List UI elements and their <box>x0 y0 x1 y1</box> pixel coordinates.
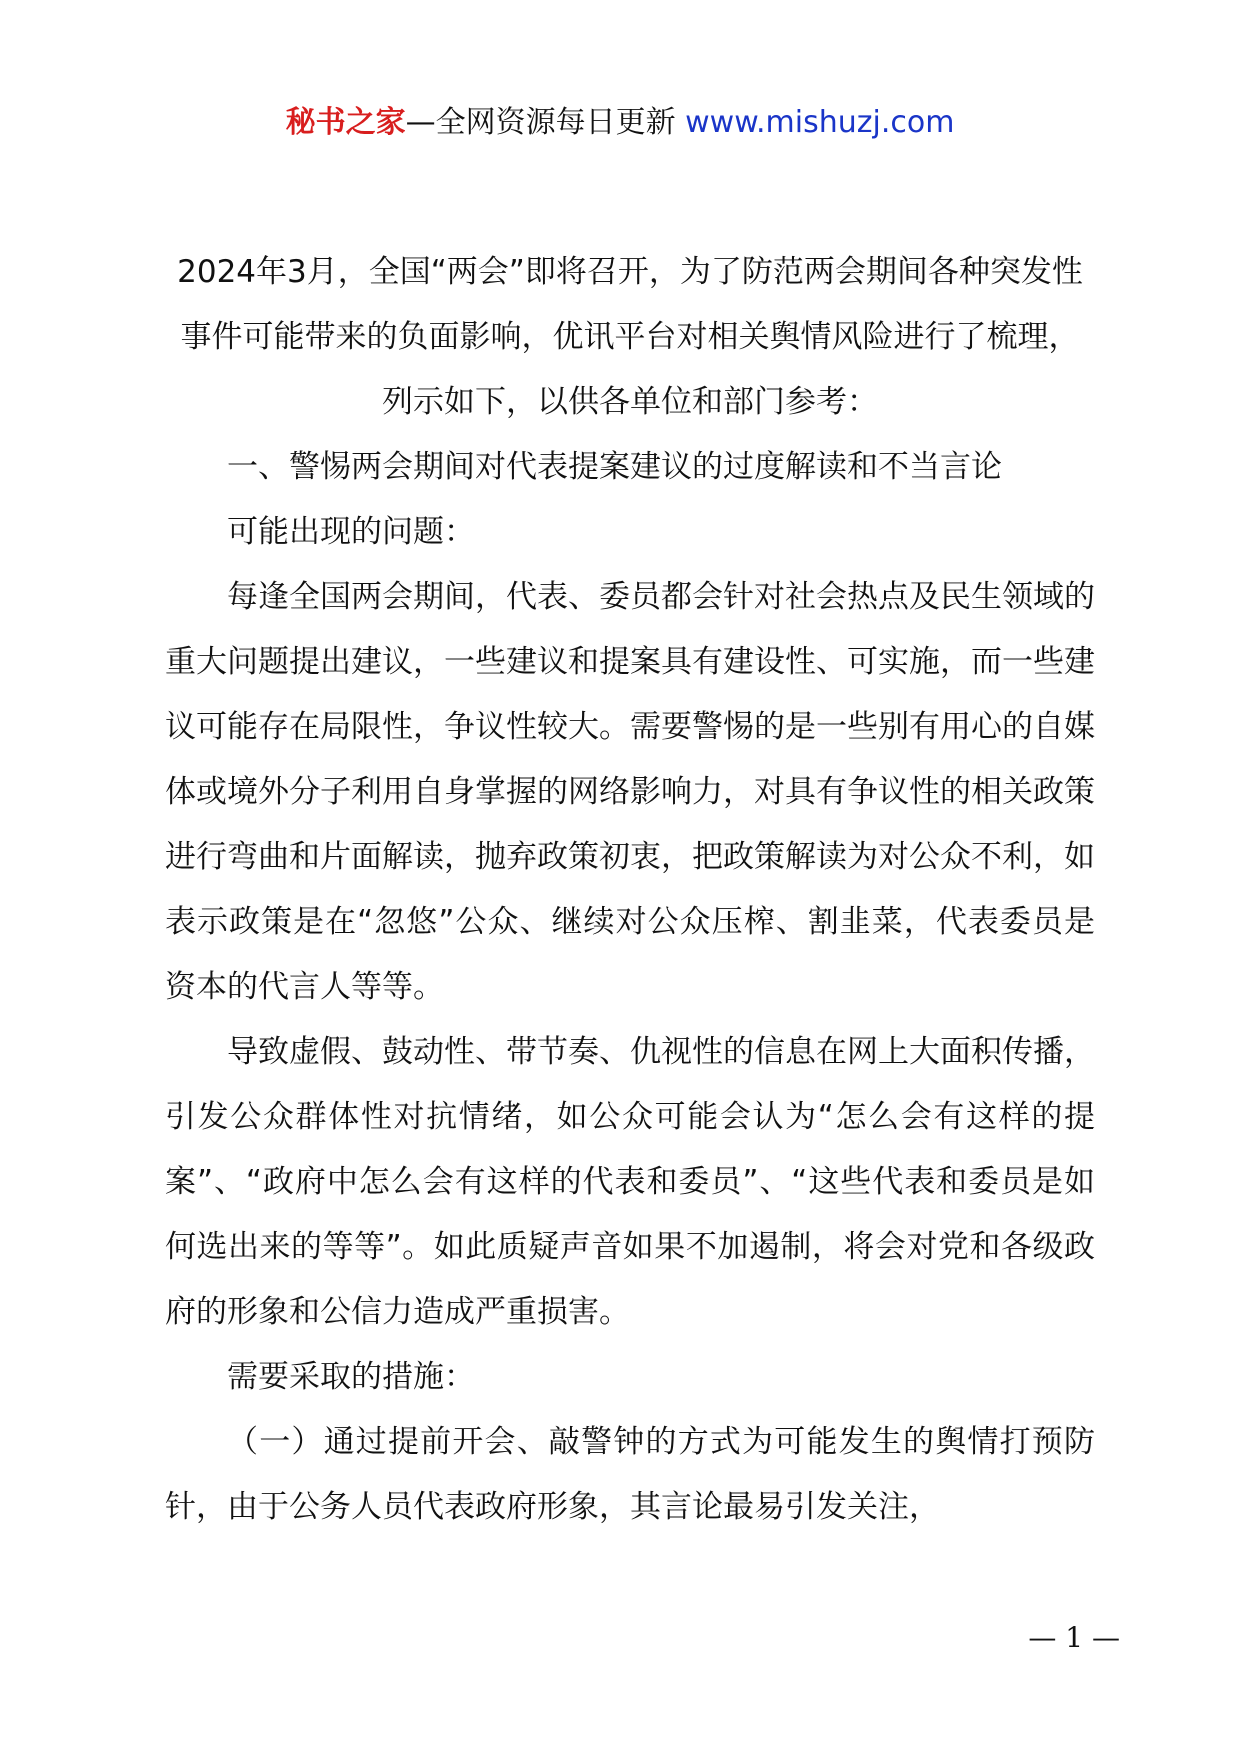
header-brand: 秘书之家 <box>285 105 406 140</box>
measure-paragraph-1: （一）通过提前开会、敲警钟的方式为可能发生的舆情打预防针，由于公务人员代表政府形象，其言论最易引发关注， <box>165 1424 1095 1525</box>
intro-paragraph: 2024年3月，全国“两会”即将召开，为了防范两会期间各种突发性事件可能带来的负面影响，优讯平台对相关舆情风险进行了梳理，列示如下，以供各单位和部门参考： <box>177 254 1083 420</box>
page-number: — 1 — <box>1028 1621 1120 1654</box>
problems-heading: 可能出现的问题： <box>227 514 475 550</box>
problem-paragraph-2: 导致虚假、鼓动性、带节奏、仇视性的信息在网上大面积传播，引发公众群体性对抗情绪，如公众可能会认为“怎么会有这样的提案”、“政府中怎么会有这样的代表和委员”、“这些代表和委员是如何选出来的等等”。如此质疑声音如果不加遏制，将会对党和各级政府的形象和公信力造成严重损害。 <box>165 1034 1095 1330</box>
measures-heading: 需要采取的措施： <box>227 1359 475 1395</box>
document-body <box>165 240 1095 1540</box>
section-title: 一、警惕两会期间对代表提案建议的过度解读和不当言论 <box>227 449 1002 485</box>
header-url-link[interactable]: www.mishuzj.com <box>685 105 955 140</box>
page-header <box>0 98 1240 148</box>
header-tagline: —全网资源每日更新 <box>405 105 676 140</box>
problem-paragraph-1: 每逢全国两会期间，代表、委员都会针对社会热点及民生领域的重大问题提出建议，一些建议和提案具有建设性、可实施，而一些建议可能存在局限性，争议性较大。需要警惕的是一些别有用心的自媒体或境外分子利用自身掌握的网络影响力，对具有争议性的相关政策进行弯曲和片面解读，抛弃政策初衷，把政策解读为对公众不利，如表示政策是在“忽悠”公众、继续对公众压榨、割韭菜，代表委员是资本的代言人等等。 <box>165 579 1095 1005</box>
